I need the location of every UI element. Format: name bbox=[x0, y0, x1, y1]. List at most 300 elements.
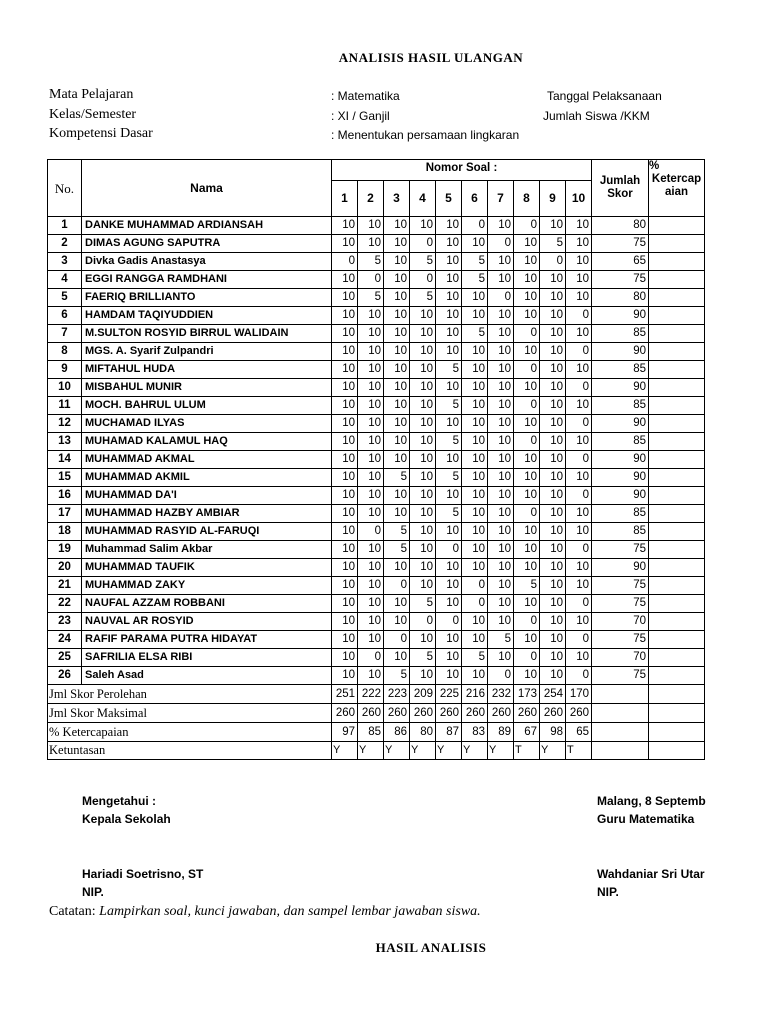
summary-empty bbox=[592, 704, 649, 723]
score-cell: 10 bbox=[540, 325, 566, 343]
score-cell: 10 bbox=[410, 523, 436, 541]
score-cell: 10 bbox=[514, 307, 540, 325]
score-cell: 10 bbox=[462, 631, 488, 649]
soal-number-header: 6 bbox=[462, 181, 488, 217]
score-cell: 10 bbox=[358, 559, 384, 577]
summary-value: 173 bbox=[514, 685, 540, 704]
summary-empty bbox=[649, 742, 705, 760]
student-name: MUHAMMAD HAZBY AMBIAR bbox=[82, 505, 332, 523]
score-cell: 10 bbox=[410, 505, 436, 523]
score-cell: 0 bbox=[514, 505, 540, 523]
score-cell: 0 bbox=[514, 361, 540, 379]
score-cell: 10 bbox=[384, 271, 410, 289]
student-no: 16 bbox=[48, 487, 82, 505]
score-cell: 10 bbox=[410, 559, 436, 577]
score-cell: 10 bbox=[540, 649, 566, 667]
score-cell: 10 bbox=[436, 307, 462, 325]
percent-cell bbox=[649, 631, 705, 649]
student-name: NAUVAL AR ROSYID bbox=[82, 613, 332, 631]
score-cell: 10 bbox=[410, 487, 436, 505]
guru-nip: NIP. bbox=[597, 885, 619, 899]
percent-cell bbox=[649, 397, 705, 415]
note-text: Lampirkan soal, kunci jawaban, dan sampel lembar jawaban siswa. bbox=[99, 904, 481, 919]
summary-value: 223 bbox=[384, 685, 410, 704]
score-cell: 5 bbox=[462, 325, 488, 343]
summary-value: 83 bbox=[462, 723, 488, 742]
score-cell: 5 bbox=[358, 289, 384, 307]
score-cell: 10 bbox=[332, 217, 358, 235]
total-score: 85 bbox=[592, 397, 649, 415]
student-no: 6 bbox=[48, 307, 82, 325]
total-score: 75 bbox=[592, 667, 649, 685]
score-cell: 10 bbox=[384, 343, 410, 361]
percent-cell bbox=[649, 505, 705, 523]
score-cell: 0 bbox=[358, 523, 384, 541]
score-cell: 10 bbox=[410, 541, 436, 559]
score-cell: 10 bbox=[514, 289, 540, 307]
student-name: Saleh Asad bbox=[82, 667, 332, 685]
kd-value: : Menentukan persamaan lingkaran bbox=[331, 128, 520, 142]
student-name: Muhammad Salim Akbar bbox=[82, 541, 332, 559]
score-cell: 10 bbox=[514, 451, 540, 469]
summary-label: Jml Skor Perolehan bbox=[48, 685, 332, 704]
score-cell: 10 bbox=[462, 235, 488, 253]
total-score: 80 bbox=[592, 217, 649, 235]
score-cell: 5 bbox=[436, 433, 462, 451]
score-cell: 0 bbox=[514, 649, 540, 667]
kepala-sekolah-nip: NIP. bbox=[82, 885, 104, 899]
footer-title: HASIL ANALISIS bbox=[375, 940, 487, 955]
pct-header-line3: aian bbox=[664, 186, 688, 198]
summary-value: 170 bbox=[566, 685, 592, 704]
score-cell: 0 bbox=[540, 253, 566, 271]
score-cell: 10 bbox=[384, 289, 410, 307]
student-row bbox=[48, 487, 705, 505]
score-cell: 10 bbox=[384, 379, 410, 397]
score-cell: 10 bbox=[332, 397, 358, 415]
score-cell: 10 bbox=[384, 397, 410, 415]
soal-number-header: 3 bbox=[384, 181, 410, 217]
score-cell: 0 bbox=[462, 595, 488, 613]
score-cell: 10 bbox=[488, 397, 514, 415]
student-no: 14 bbox=[48, 451, 82, 469]
score-cell: 10 bbox=[514, 253, 540, 271]
no-header: No. bbox=[48, 160, 82, 217]
score-cell: 10 bbox=[488, 523, 514, 541]
student-name: NAUFAL AZZAM ROBBANI bbox=[82, 595, 332, 613]
total-score: 90 bbox=[592, 487, 649, 505]
score-cell: 10 bbox=[358, 379, 384, 397]
soal-number-header: 7 bbox=[488, 181, 514, 217]
score-cell: 10 bbox=[384, 649, 410, 667]
total-score: 85 bbox=[592, 505, 649, 523]
score-cell: 10 bbox=[488, 325, 514, 343]
summary-value: 85 bbox=[358, 723, 384, 742]
score-cell: 10 bbox=[332, 235, 358, 253]
student-no: 1 bbox=[48, 217, 82, 235]
score-cell: 5 bbox=[410, 289, 436, 307]
percent-cell bbox=[649, 325, 705, 343]
summary-value: 260 bbox=[384, 704, 410, 723]
score-cell: 10 bbox=[566, 559, 592, 577]
score-cell: 10 bbox=[332, 505, 358, 523]
percent-cell bbox=[649, 523, 705, 541]
score-cell: 5 bbox=[384, 667, 410, 685]
score-cell: 10 bbox=[332, 577, 358, 595]
score-cell: 10 bbox=[384, 433, 410, 451]
score-cell: 0 bbox=[462, 217, 488, 235]
student-name: MOCH. BAHRUL ULUM bbox=[82, 397, 332, 415]
percent-cell bbox=[649, 217, 705, 235]
nama-header: Nama bbox=[82, 160, 332, 217]
student-row bbox=[48, 505, 705, 523]
score-cell: 10 bbox=[488, 487, 514, 505]
summary-value: 225 bbox=[436, 685, 462, 704]
score-cell: 10 bbox=[358, 397, 384, 415]
pct-header-line1: % bbox=[649, 160, 660, 172]
score-cell: 10 bbox=[436, 559, 462, 577]
score-cell: 10 bbox=[540, 595, 566, 613]
score-cell: 10 bbox=[514, 523, 540, 541]
kepala-sekolah-label: Kepala Sekolah bbox=[82, 812, 171, 826]
score-cell: 10 bbox=[332, 361, 358, 379]
student-no: 3 bbox=[48, 253, 82, 271]
summary-value: 260 bbox=[462, 704, 488, 723]
total-score: 90 bbox=[592, 469, 649, 487]
score-cell: 10 bbox=[462, 487, 488, 505]
score-cell: 10 bbox=[410, 577, 436, 595]
student-no: 24 bbox=[48, 631, 82, 649]
percent-cell bbox=[649, 289, 705, 307]
score-cell: 10 bbox=[566, 469, 592, 487]
student-row bbox=[48, 235, 705, 253]
score-cell: 10 bbox=[410, 667, 436, 685]
summary-value: 209 bbox=[410, 685, 436, 704]
score-cell: 10 bbox=[384, 595, 410, 613]
score-cell: 10 bbox=[566, 271, 592, 289]
student-name: MUHAMMAD AKMIL bbox=[82, 469, 332, 487]
score-cell: 0 bbox=[410, 613, 436, 631]
summary-value: 254 bbox=[540, 685, 566, 704]
student-row bbox=[48, 397, 705, 415]
score-cell: 10 bbox=[436, 595, 462, 613]
guru-label: Guru Matematika bbox=[597, 812, 695, 826]
student-row bbox=[48, 667, 705, 685]
score-cell: 10 bbox=[436, 379, 462, 397]
kelas-label: Kelas/Semester bbox=[49, 107, 137, 122]
kepala-sekolah-name: Hariadi Soetrisno, ST bbox=[82, 867, 204, 881]
percent-cell bbox=[649, 649, 705, 667]
percent-cell bbox=[649, 559, 705, 577]
score-cell: 0 bbox=[358, 649, 384, 667]
score-cell: 10 bbox=[540, 379, 566, 397]
summary-value: 98 bbox=[540, 723, 566, 742]
student-no: 15 bbox=[48, 469, 82, 487]
score-cell: 10 bbox=[332, 307, 358, 325]
score-cell: 10 bbox=[384, 361, 410, 379]
score-cell: 10 bbox=[488, 469, 514, 487]
score-cell: 10 bbox=[514, 541, 540, 559]
score-cell: 10 bbox=[436, 415, 462, 433]
summary-empty bbox=[649, 704, 705, 723]
score-cell: 10 bbox=[436, 631, 462, 649]
score-cell: 10 bbox=[488, 577, 514, 595]
student-name: MGS. A. Syarif Zulpandri bbox=[82, 343, 332, 361]
student-row bbox=[48, 271, 705, 289]
student-no: 7 bbox=[48, 325, 82, 343]
percent-cell bbox=[649, 667, 705, 685]
score-cell: 10 bbox=[384, 235, 410, 253]
summary-value: Y bbox=[410, 742, 436, 760]
score-cell: 10 bbox=[514, 469, 540, 487]
total-score: 90 bbox=[592, 307, 649, 325]
score-cell: 10 bbox=[488, 649, 514, 667]
score-cell: 5 bbox=[436, 397, 462, 415]
summary-value: 260 bbox=[410, 704, 436, 723]
score-cell: 10 bbox=[566, 325, 592, 343]
score-cell: 0 bbox=[566, 343, 592, 361]
score-cell: 10 bbox=[384, 505, 410, 523]
summary-value: 86 bbox=[384, 723, 410, 742]
score-cell: 10 bbox=[540, 469, 566, 487]
total-score: 85 bbox=[592, 523, 649, 541]
score-cell: 10 bbox=[488, 271, 514, 289]
percent-cell bbox=[649, 541, 705, 559]
score-cell: 0 bbox=[566, 379, 592, 397]
score-cell: 10 bbox=[436, 253, 462, 271]
score-cell: 10 bbox=[540, 505, 566, 523]
score-cell: 10 bbox=[462, 523, 488, 541]
score-cell: 5 bbox=[410, 253, 436, 271]
score-cell: 10 bbox=[566, 397, 592, 415]
student-no: 2 bbox=[48, 235, 82, 253]
score-cell: 10 bbox=[462, 469, 488, 487]
score-cell: 10 bbox=[436, 343, 462, 361]
student-row bbox=[48, 433, 705, 451]
student-row bbox=[48, 325, 705, 343]
student-name: RAFIF PARAMA PUTRA HIDAYAT bbox=[82, 631, 332, 649]
summary-row bbox=[48, 742, 705, 760]
percent-cell bbox=[649, 433, 705, 451]
score-cell: 10 bbox=[462, 667, 488, 685]
summary-value: 222 bbox=[358, 685, 384, 704]
student-no: 4 bbox=[48, 271, 82, 289]
score-cell: 10 bbox=[566, 433, 592, 451]
score-cell: 10 bbox=[540, 217, 566, 235]
summary-value: 260 bbox=[488, 704, 514, 723]
soal-number-header: 5 bbox=[436, 181, 462, 217]
total-score: 75 bbox=[592, 631, 649, 649]
summary-value: Y bbox=[332, 742, 358, 760]
summary-value: Y bbox=[488, 742, 514, 760]
summary-value: Y bbox=[358, 742, 384, 760]
score-cell: 10 bbox=[410, 379, 436, 397]
total-score: 75 bbox=[592, 235, 649, 253]
student-name: HAMDAM TAQIYUDDIEN bbox=[82, 307, 332, 325]
score-cell: 5 bbox=[540, 235, 566, 253]
score-cell: 10 bbox=[462, 505, 488, 523]
total-score: 85 bbox=[592, 433, 649, 451]
score-cell: 10 bbox=[540, 307, 566, 325]
summary-label: Ketuntasan bbox=[48, 742, 332, 760]
score-cell: 0 bbox=[566, 631, 592, 649]
score-cell: 10 bbox=[566, 289, 592, 307]
student-row bbox=[48, 307, 705, 325]
summary-value: Y bbox=[462, 742, 488, 760]
student-no: 12 bbox=[48, 415, 82, 433]
score-cell: 10 bbox=[462, 361, 488, 379]
score-cell: 10 bbox=[358, 433, 384, 451]
percent-cell bbox=[649, 271, 705, 289]
summary-row bbox=[48, 704, 705, 723]
student-row bbox=[48, 595, 705, 613]
score-cell: 10 bbox=[436, 577, 462, 595]
score-cell: 10 bbox=[540, 433, 566, 451]
score-cell: 10 bbox=[488, 343, 514, 361]
score-cell: 10 bbox=[358, 667, 384, 685]
score-cell: 0 bbox=[566, 595, 592, 613]
score-cell: 5 bbox=[436, 469, 462, 487]
summary-value: 260 bbox=[540, 704, 566, 723]
score-cell: 10 bbox=[332, 451, 358, 469]
student-no: 22 bbox=[48, 595, 82, 613]
total-score: 90 bbox=[592, 559, 649, 577]
score-cell: 10 bbox=[410, 397, 436, 415]
student-no: 17 bbox=[48, 505, 82, 523]
score-cell: 10 bbox=[540, 343, 566, 361]
summary-value: 260 bbox=[358, 704, 384, 723]
score-cell: 5 bbox=[384, 541, 410, 559]
total-score: 75 bbox=[592, 271, 649, 289]
score-cell: 0 bbox=[488, 235, 514, 253]
total-score: 80 bbox=[592, 289, 649, 307]
student-row bbox=[48, 469, 705, 487]
student-name: Divka Gadis Anastasya bbox=[82, 253, 332, 271]
score-cell: 10 bbox=[540, 361, 566, 379]
jumlah-header-line1: Jumlah bbox=[599, 175, 641, 187]
score-cell: 10 bbox=[514, 487, 540, 505]
summary-value: 251 bbox=[332, 685, 358, 704]
score-cell: 10 bbox=[488, 361, 514, 379]
student-name: M.SULTON ROSYID BIRRUL WALIDAIN bbox=[82, 325, 332, 343]
summary-empty bbox=[592, 685, 649, 704]
score-cell: 10 bbox=[540, 613, 566, 631]
score-cell: 0 bbox=[436, 541, 462, 559]
student-row bbox=[48, 361, 705, 379]
summary-value: 80 bbox=[410, 723, 436, 742]
score-cell: 10 bbox=[358, 505, 384, 523]
score-cell: 10 bbox=[384, 613, 410, 631]
score-cell: 10 bbox=[410, 631, 436, 649]
score-cell: 10 bbox=[514, 415, 540, 433]
score-cell: 10 bbox=[514, 343, 540, 361]
student-row bbox=[48, 559, 705, 577]
score-cell: 10 bbox=[332, 667, 358, 685]
score-cell: 0 bbox=[514, 325, 540, 343]
score-cell: 10 bbox=[436, 649, 462, 667]
score-cell: 10 bbox=[436, 487, 462, 505]
score-cell: 10 bbox=[410, 469, 436, 487]
score-cell: 10 bbox=[436, 325, 462, 343]
score-cell: 10 bbox=[462, 559, 488, 577]
score-cell: 0 bbox=[566, 487, 592, 505]
score-cell: 10 bbox=[540, 415, 566, 433]
student-row bbox=[48, 343, 705, 361]
score-cell: 10 bbox=[358, 361, 384, 379]
score-cell: 5 bbox=[488, 631, 514, 649]
score-cell: 10 bbox=[358, 613, 384, 631]
score-cell: 0 bbox=[358, 271, 384, 289]
score-cell: 10 bbox=[462, 541, 488, 559]
score-cell: 10 bbox=[566, 523, 592, 541]
student-name: DANKE MUHAMMAD ARDIANSAH bbox=[82, 217, 332, 235]
score-cell: 0 bbox=[410, 271, 436, 289]
score-cell: 10 bbox=[462, 613, 488, 631]
summary-value: Y bbox=[436, 742, 462, 760]
summary-label: % Ketercapaian bbox=[48, 723, 332, 742]
score-cell: 10 bbox=[410, 325, 436, 343]
percent-cell bbox=[649, 253, 705, 271]
score-cell: 0 bbox=[514, 613, 540, 631]
summary-value: 97 bbox=[332, 723, 358, 742]
student-no: 25 bbox=[48, 649, 82, 667]
score-cell: 0 bbox=[488, 289, 514, 307]
student-no: 10 bbox=[48, 379, 82, 397]
score-cell: 10 bbox=[566, 505, 592, 523]
score-cell: 10 bbox=[332, 541, 358, 559]
soal-number-header: 4 bbox=[410, 181, 436, 217]
total-score: 90 bbox=[592, 343, 649, 361]
score-cell: 0 bbox=[566, 307, 592, 325]
score-cell: 10 bbox=[436, 235, 462, 253]
score-cell: 10 bbox=[358, 469, 384, 487]
score-cell: 10 bbox=[358, 631, 384, 649]
summary-value: 67 bbox=[514, 723, 540, 742]
student-row bbox=[48, 631, 705, 649]
score-cell: 10 bbox=[462, 415, 488, 433]
score-cell: 10 bbox=[540, 577, 566, 595]
score-cell: 5 bbox=[462, 271, 488, 289]
score-cell: 10 bbox=[488, 451, 514, 469]
summary-value: T bbox=[514, 742, 540, 760]
score-cell: 5 bbox=[384, 469, 410, 487]
score-cell: 10 bbox=[514, 235, 540, 253]
score-cell: 10 bbox=[436, 667, 462, 685]
percent-cell bbox=[649, 487, 705, 505]
score-cell: 10 bbox=[540, 631, 566, 649]
summary-value: 232 bbox=[488, 685, 514, 704]
score-cell: 10 bbox=[462, 397, 488, 415]
summary-value: 260 bbox=[514, 704, 540, 723]
total-score: 90 bbox=[592, 379, 649, 397]
score-cell: 10 bbox=[514, 667, 540, 685]
score-cell: 5 bbox=[436, 505, 462, 523]
student-no: 13 bbox=[48, 433, 82, 451]
score-cell: 5 bbox=[436, 361, 462, 379]
student-row bbox=[48, 379, 705, 397]
score-cell: 10 bbox=[436, 289, 462, 307]
score-cell: 10 bbox=[358, 217, 384, 235]
score-cell: 10 bbox=[540, 559, 566, 577]
score-cell: 10 bbox=[514, 631, 540, 649]
jumlah-skor-header bbox=[592, 160, 649, 217]
score-cell: 10 bbox=[410, 343, 436, 361]
score-cell: 0 bbox=[514, 433, 540, 451]
jumlah-siswa-label: Jumlah Siswa /KKM bbox=[543, 109, 650, 123]
kelas-value: : XI / Ganjil bbox=[331, 109, 390, 123]
score-cell: 10 bbox=[410, 361, 436, 379]
mengetahui-label: Mengetahui : bbox=[82, 794, 156, 808]
